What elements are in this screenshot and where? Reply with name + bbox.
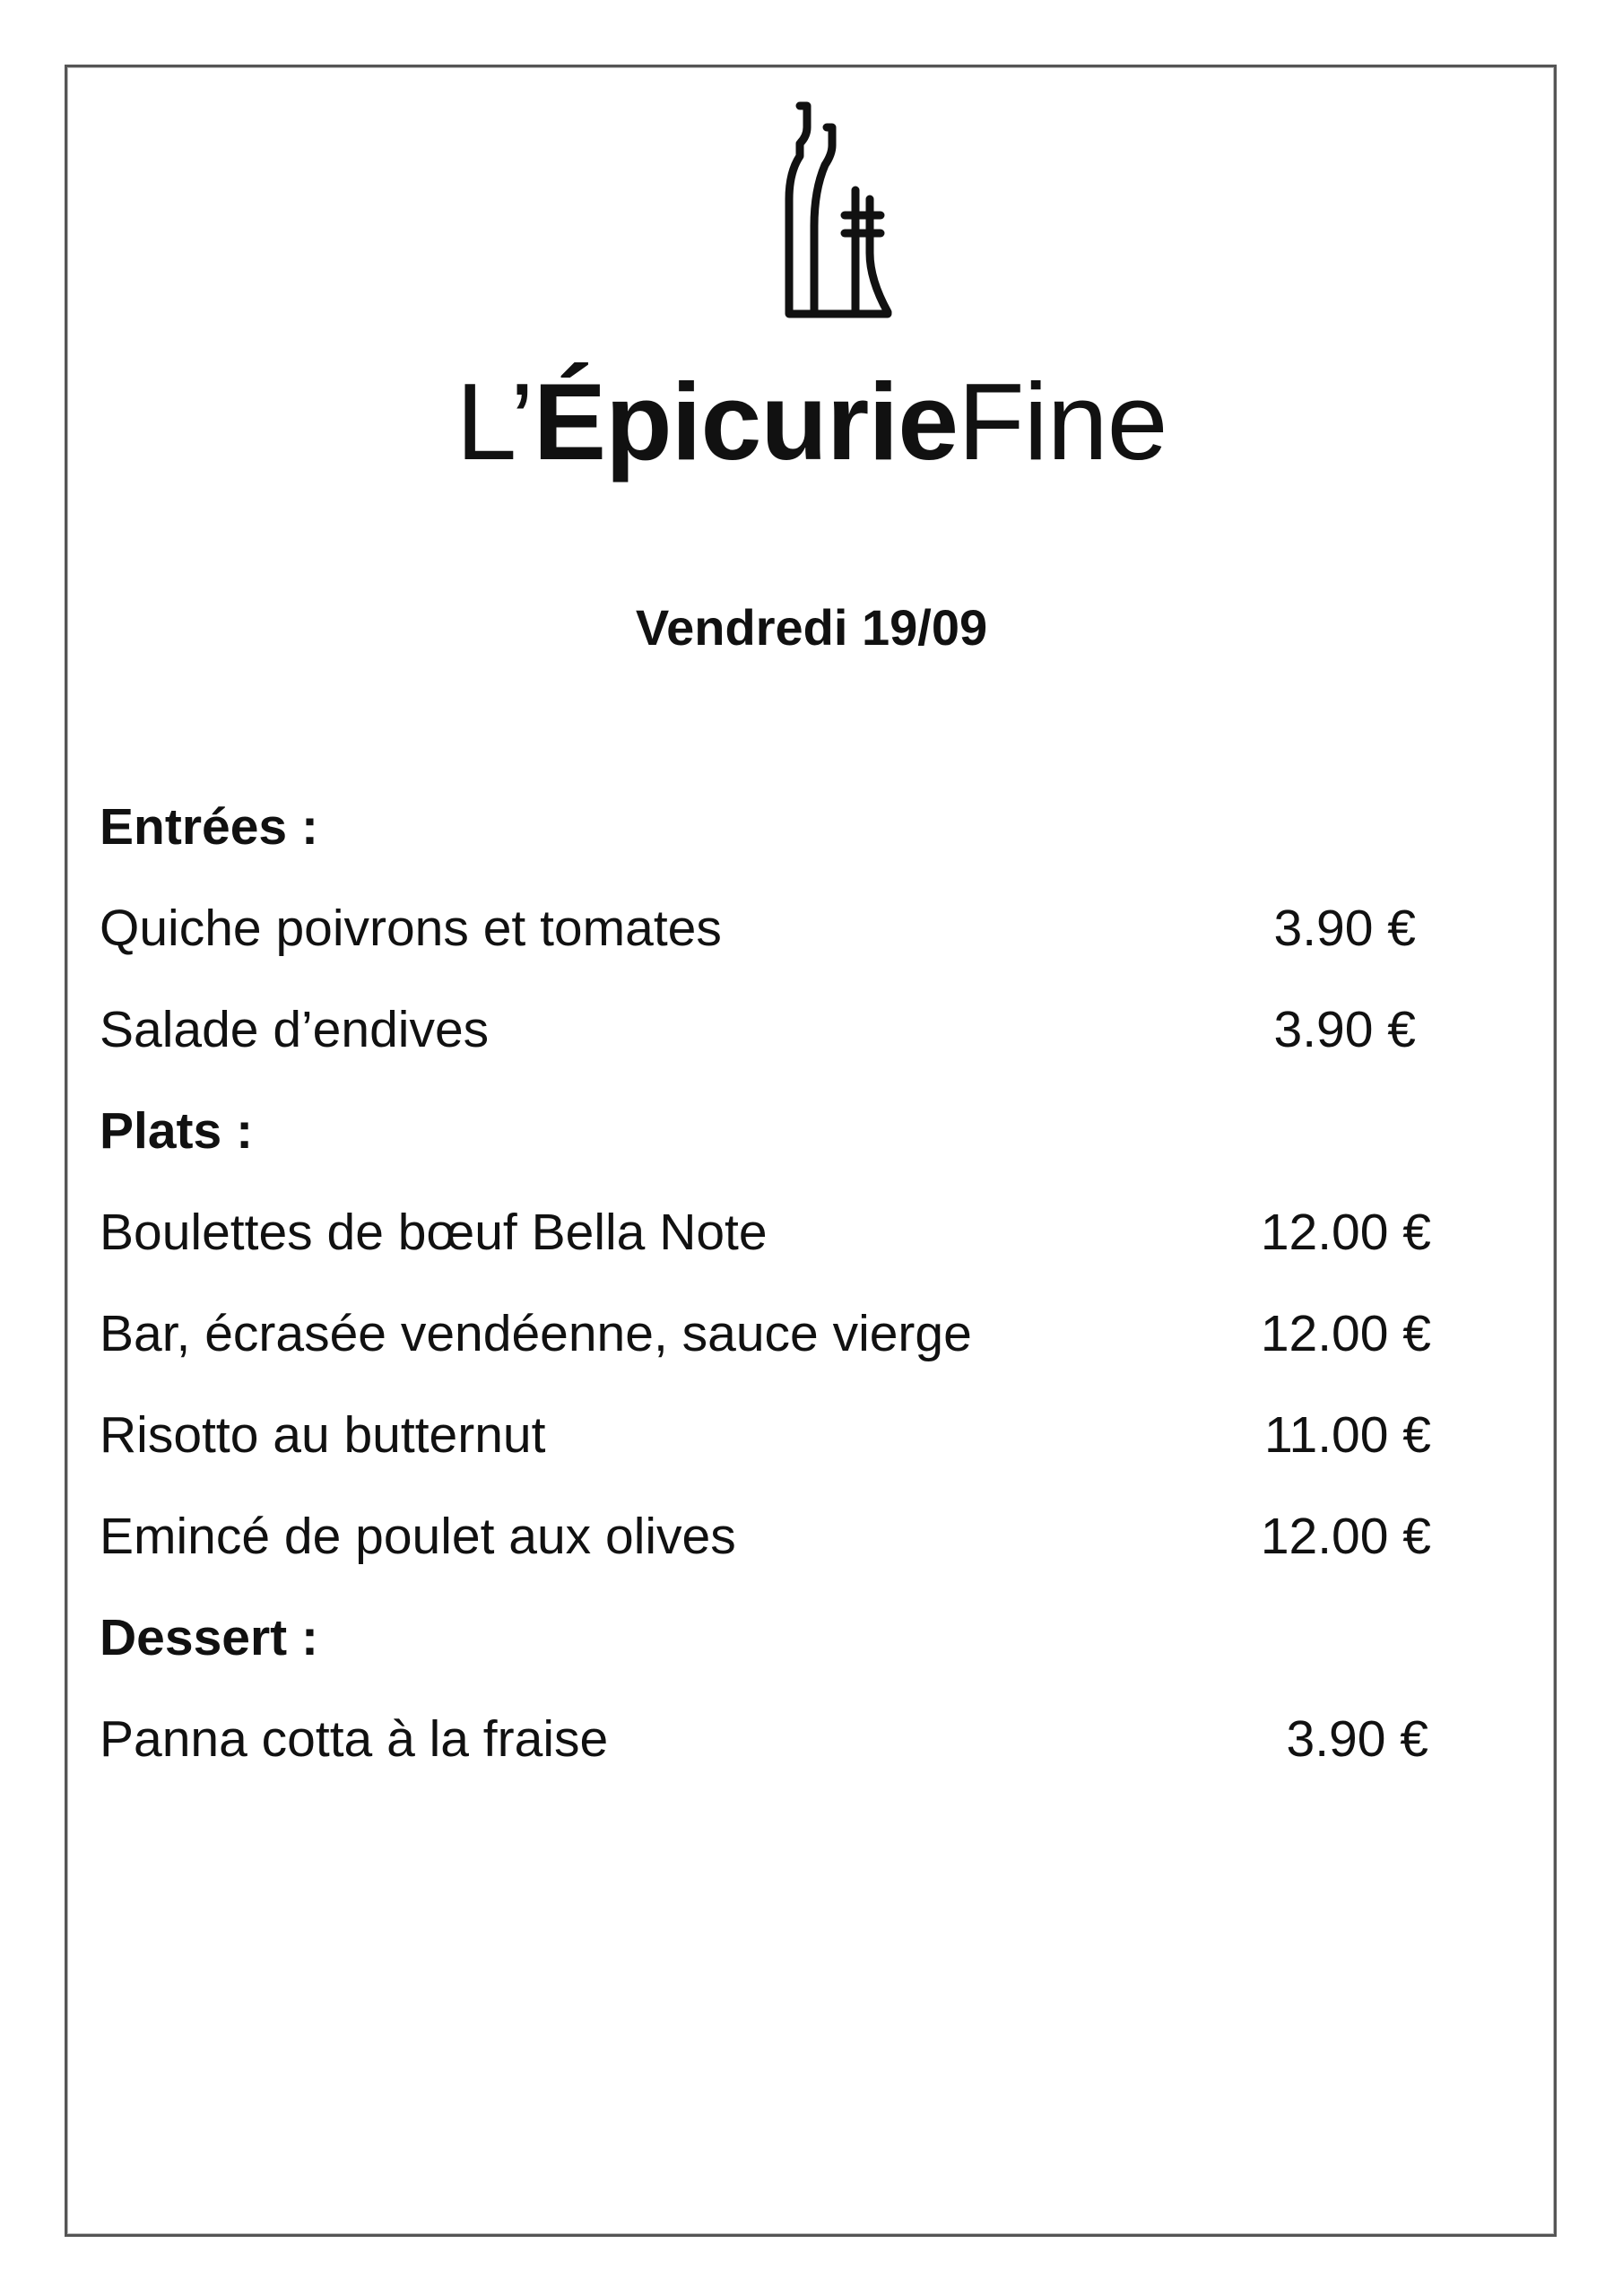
- item-name: Panna cotta à la fraise: [100, 1710, 609, 1768]
- item-name: Boulettes de bœuf Bella Note: [100, 1204, 768, 1261]
- section-heading-plats: [100, 1099, 1498, 1200]
- daily-menu: [100, 795, 1498, 1808]
- brand-suffix: Fine: [958, 361, 1167, 483]
- menu-item: [100, 1403, 1498, 1504]
- section-heading-entrees: [100, 795, 1498, 896]
- item-price: 3.90 €: [1286, 1710, 1428, 1768]
- brand-main: Épicurie: [533, 361, 959, 483]
- item-price: 12.00 €: [1260, 1508, 1431, 1565]
- section-heading-dessert: [100, 1605, 1498, 1707]
- menu-item: [100, 1301, 1498, 1403]
- menu-date: Vendredi 19/09: [635, 599, 988, 656]
- brand-prefix: L’: [456, 361, 534, 483]
- item-name: Risotto au butternut: [100, 1406, 546, 1464]
- item-price: 12.00 €: [1260, 1305, 1431, 1362]
- menu-item: [100, 896, 1498, 997]
- item-name: Quiche poivrons et tomates: [100, 900, 722, 957]
- menu-item: [100, 997, 1498, 1099]
- menu-item: [100, 1707, 1498, 1808]
- section-title: Dessert :: [100, 1609, 318, 1666]
- section-title: Plats :: [100, 1102, 254, 1160]
- menu-item: [100, 1200, 1498, 1301]
- item-name: Salade d’endives: [100, 1001, 490, 1058]
- item-price: 3.90 €: [1273, 1001, 1416, 1058]
- bottles-and-glass-icon: [780, 100, 915, 325]
- item-price: 12.00 €: [1260, 1204, 1431, 1261]
- brand-wordmark: [0, 354, 1623, 489]
- item-name: Bar, écrasée vendéenne, sauce vierge: [100, 1305, 972, 1362]
- item-price: 11.00 €: [1264, 1406, 1431, 1464]
- menu-item: [100, 1504, 1498, 1605]
- item-price: 3.90 €: [1273, 900, 1416, 957]
- section-title: Entrées :: [100, 798, 318, 856]
- item-name: Emincé de poulet aux olives: [100, 1508, 736, 1565]
